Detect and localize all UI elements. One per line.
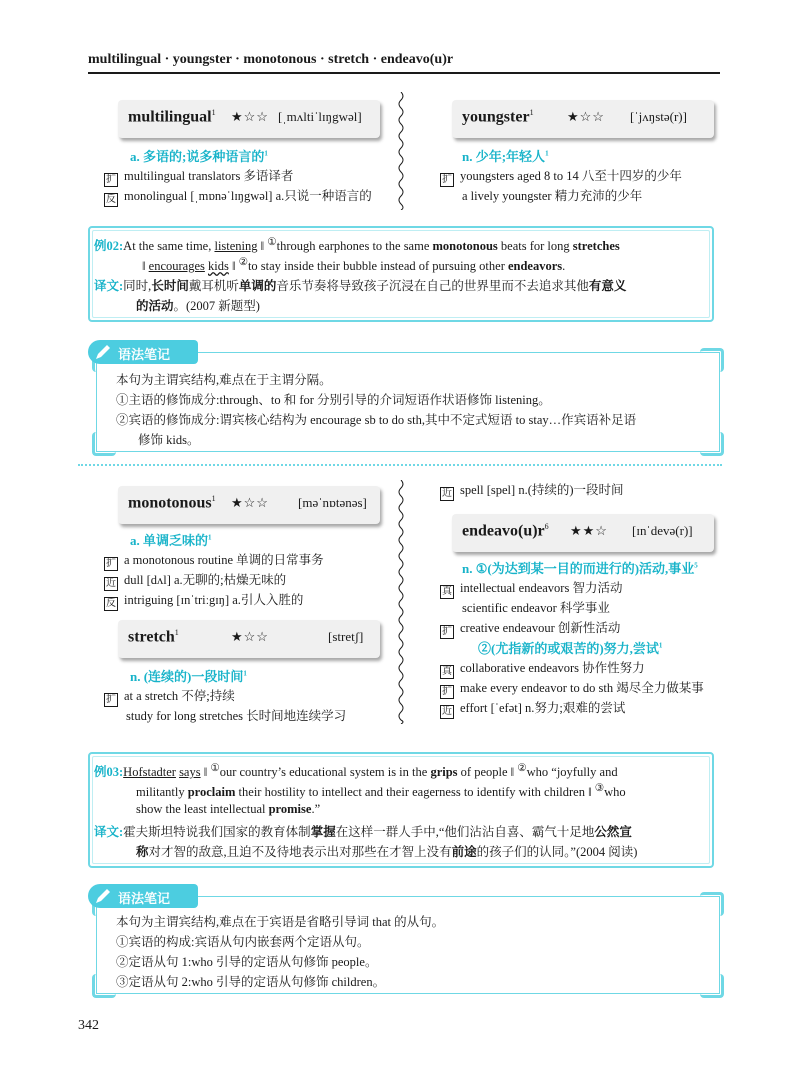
example-03-translation-2: 称对才智的敌意,且迫不及待地表示出对那些在才智上没有前途的孩子们的认同。”(2004 阅读)	[136, 845, 638, 859]
star-rating: ★☆☆	[231, 629, 269, 644]
grammar-02-line: ①宾语的构成:宾语从句内嵌套两个定语从句。	[116, 935, 370, 949]
running-head: multilingual · youngster · monotonous · stretch · endeavo(u)r	[88, 52, 454, 67]
list-item: 近 effort [ˈefət] n.努力;艰难的尝试	[442, 701, 626, 717]
list-item: 扩 multilingual translators 多语译者	[106, 169, 294, 185]
example-02-translation-2: 的活动。(2007 新题型)	[136, 299, 260, 313]
grammar-01-line: ②宾语的修饰成分:谓宾核心结构为 encourage sb to do sth,其中不定式短语 to stay…作宾语补足语	[116, 413, 637, 427]
list-item: 扩 youngsters aged 8 to 14 八至十四岁的少年	[442, 169, 682, 185]
star-rating: ★★☆	[570, 523, 608, 538]
grammar-title-02: 语法笔记	[88, 884, 198, 908]
corner-ornament	[700, 432, 724, 456]
phonetic: [ɪnˈdevə(r)]	[632, 523, 693, 538]
list-item: 真 intellectual endeavors 智力活动	[442, 581, 623, 597]
pen-icon	[94, 343, 112, 361]
list-item: a lively youngster 精力充沛的少年	[462, 189, 643, 203]
example-03-translation-1: 译文:霍夫斯坦特说我们国家的教育体制掌握在这样一群人手中,“他们沾沾自喜、霸气十足地公然宣	[94, 825, 632, 839]
corner-ornament	[700, 892, 724, 916]
list-item: 扩 make every endeavor to do sth 竭尽全力做某事	[442, 681, 704, 697]
page-number: 342	[78, 1018, 99, 1033]
meaning-youngster: n. 少年;年轻人$^1$	[462, 149, 549, 164]
wavy-divider	[396, 92, 406, 210]
list-item: 扩 at a stretch 不停;持续	[106, 689, 235, 705]
grammar-01-line: 本句为主谓宾结构,难点在于主谓分隔。	[116, 373, 332, 387]
word-box-endeavour	[452, 514, 714, 552]
list-item: scientific endeavor 科学事业	[462, 601, 610, 615]
example-03-line-1: 例03:Hofstadter says ‖ ①our country’s educational system is in the grips of people ‖ ②who “joyfully and	[94, 763, 618, 780]
corner-ornament	[700, 974, 724, 998]
headword: monotonous$^1$	[128, 494, 216, 512]
corner-ornament	[92, 432, 116, 456]
list-item: 近 dull [dʌl] a.无聊的;枯燥无味的	[106, 573, 287, 589]
list-item: study for long stretches 长时间地连续学习	[126, 709, 347, 723]
grammar-02-line: ③定语从句 2:who 引导的定语从句修饰 children。	[116, 975, 386, 989]
grammar-02-line: 本句为主谓宾结构,难点在于宾语是省略引导词 that 的从句。	[116, 915, 445, 929]
headword: youngster$^1$	[462, 108, 534, 126]
meaning-monotonous: a. 单调乏味的$^1$	[130, 533, 212, 548]
example-03-line-2: militantly proclaim their hostility to intellect and their eagerness to identify with children ‖ ③who	[136, 783, 626, 800]
example-02-translation-1: 译文:同时,长时间戴耳机听单调的音乐节奏将导致孩子沉浸在自己的世界里而不去追求其他有意义	[94, 279, 627, 293]
headword: $endeavo(u)r^6$	[462, 522, 549, 540]
grammar-title-01: 语法笔记	[88, 340, 198, 364]
word-box-stretch	[118, 620, 380, 658]
phonetic: [ˌmʌltiˈlɪŋgwəl]	[278, 109, 362, 124]
list-item: 反 intriguing [ɪnˈtriːgɪŋ] a.引人入胜的	[106, 593, 304, 609]
word-box-monotonous	[118, 486, 380, 524]
corner-ornament	[92, 974, 116, 998]
example-03-line-3: show the least intellectual promise.”	[136, 802, 321, 816]
list-item: 近 spell [spel] n.(持续的)一段时间	[442, 483, 624, 499]
pen-icon	[94, 887, 112, 905]
example-02-line-2: ‖ encourages kids ‖ ②to stay inside their bubble instead of pursuing other endeavors.	[142, 257, 566, 274]
meaning-stretch: n. (连续的)一段时间$^1$	[130, 669, 247, 684]
meaning-endeavour-2: ②(尤指新的或艰苦的)努力,尝试$^1$	[478, 641, 663, 656]
meaning-multilingual: a. 多语的;说多种语言的$^1$	[130, 149, 268, 164]
phonetic: [ˈjʌŋstə(r)]	[630, 109, 687, 124]
corner-ornament	[700, 348, 724, 372]
headword: stretch$^1$	[128, 628, 179, 646]
meaning-endeavour-1: n. ①(为达到某一目的而进行的)活动,事业$^5$	[462, 561, 698, 576]
star-rating: ★☆☆	[231, 109, 269, 124]
grammar-01-line: ①主语的修饰成分:through、to 和 for 分别引导的介词短语作状语修饰 listening。	[116, 393, 551, 407]
grammar-02-line: ②定语从句 1:who 引导的定语从句修饰 people。	[116, 955, 378, 969]
section-divider	[78, 464, 722, 466]
word-box-multilingual	[118, 100, 380, 138]
wavy-divider	[396, 480, 406, 724]
phonetic: [məˈnɒtənəs]	[298, 495, 367, 510]
list-item: 扩 a monotonous routine 单调的日常事务	[106, 553, 324, 569]
grammar-01-line: 修饰 kids。	[138, 433, 200, 447]
list-item: 真 collaborative endeavors 协作性努力	[442, 661, 645, 677]
example-02-line-1: 例02:At the same time, listening ‖ ①through earphones to the same monotonous beats for long stretches	[94, 237, 620, 254]
word-box-youngster	[452, 100, 714, 138]
header-rule	[88, 72, 720, 74]
list-item: 反 monolingual [ˌmɒnəˈlɪŋgwəl] a.只说一种语言的	[106, 189, 372, 205]
phonetic: [stretʃ]	[328, 629, 364, 644]
list-item: 扩 creative endeavour 创新性活动	[442, 621, 621, 637]
star-rating: ★☆☆	[567, 109, 605, 124]
star-rating: ★☆☆	[231, 495, 269, 510]
headword: multilingual$^1$	[128, 108, 216, 126]
